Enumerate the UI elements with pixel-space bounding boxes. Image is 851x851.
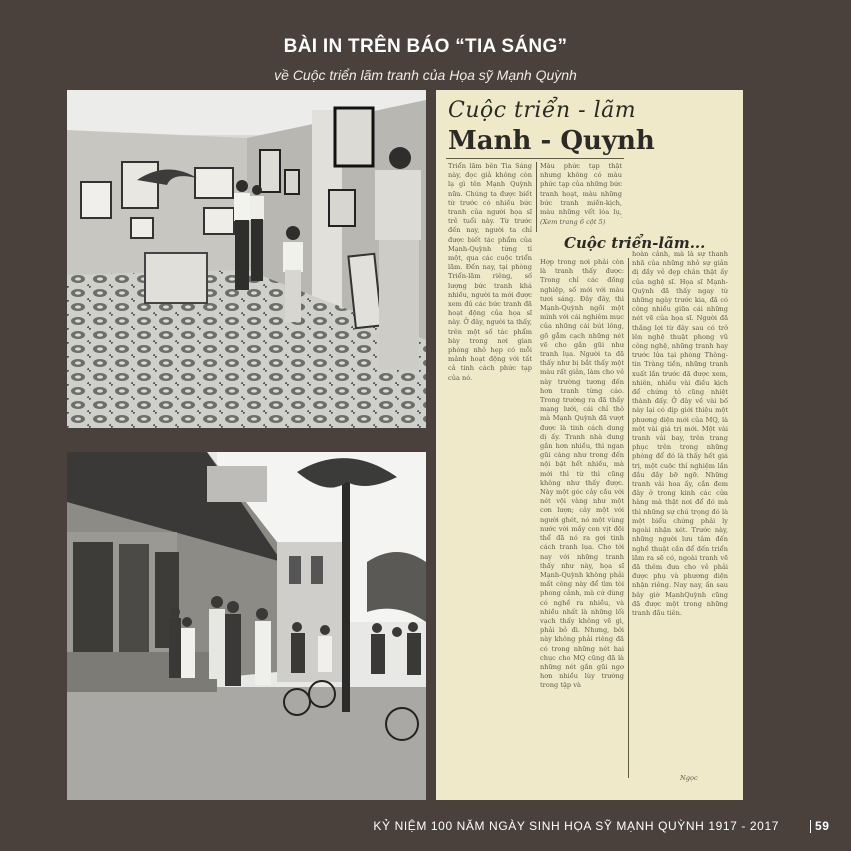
footer-caption: KỶ NIỆM 100 NĂM NGÀY SINH HỌA SỸ MẠNH QUỲNH 1917 - 2017 <box>373 819 779 833</box>
clipping-headline-line2: Manh - Quynh <box>448 126 655 156</box>
clipping-headline-line1: Cuộc triển - lãm <box>448 98 637 123</box>
clipping-column-1-top: Triển lãm bên Tia Sáng này, đọc giả không còn lạ gì tên Mạnh Quỳnh nữa. Chúng ta được biết từ trước có nhiều bức tranh của người họa sĩ trẻ tuổi này. Từ trước đến nay, người ta chỉ được biết tác phẩm của Mạnh-Quỳnh từng tí một, qua các cuộc triển lãm. Đến nay, tại phòng Triển-lãm riêng, số lượng bức tranh khá nhiều, người ta mới được xem đủ các bức tranh đã hoạt động của họa sĩ này. Ở đây, người ta thấy, trên một số tác phẩm bày trong nơi gian phòng nhỏ hẹp có mỗi mảnh hoạt động với tất cả tinh cách phức tạp của nó. <box>448 162 532 382</box>
clipping-signature: Ngọc <box>680 774 698 782</box>
clipping-column-2-top: Màu phức tạp thật nhưng không có màu phức tạp của những bức tranh hoạt, màu những bức tranh miền-kịch, màu những vết lóa lụ, <box>540 162 622 217</box>
column-divider-lower <box>628 258 629 778</box>
column-divider <box>536 162 537 232</box>
page-number: 59 <box>815 819 830 833</box>
clipping-column-2-bottom: hoàn cảnh, mà là sự thanh nhã của những nhỏ sự giản dị đầy vẻ đẹp chân thật ấy của nghệ sĩ. Họa sĩ Mạnh-Quỳnh đã thấy ngay từ những ngày trước kia, đã có công nhiều giữa cái những nét vẽ của họa sĩ. Người đã thắng lợi từ đây sau có trở lên nghệ thuật phong vũ công nghệ, những tranh hay trước lửa tại phòng Thông-tin Tràng tiền, những tranh xuất lần trước đã được xem, nhiên, nhiều vài điều kịch để chứng tỏ cũng nhiệt thành đấy. Ở đây về vài bố này lại có dịp giới thiệu một phương diện mới của MQ, là một vài giá trị mới. Một vài tranh vải bay, trên trang phục trên trong những phòng để đó là thấy hết giá trị, một cuộc thí nghiệm lần đầu đầy bỡ ngỡ. Những tranh vải hoa ấy, cần đem đây ở trong kinh các cửa hàng mà thật nơi để đó mà thì những sự chú trọng đó là một biểu chứng phải ly ngoài nhận xét. Trước này, những người lưu tâm đến nghề thuật cần để đến triển lãm ra sẽ có, ngoài tranh vẽ đã thêm đưa cho vẻ phải được phụ và phương diện nhận riêng. Nay nay, ấn sau bây giờ MạnhQuỳnh cũng đã được một trong những tranh đầu tiên. <box>632 250 728 617</box>
footer-separator <box>810 820 811 833</box>
exhibition-room-photo <box>67 90 426 428</box>
continued-note: (Xem trang 6 cột 5) <box>540 218 606 226</box>
page-title: BÀI IN TRÊN BÁO “TIA SÁNG” <box>283 36 568 57</box>
page-subtitle: về Cuộc triển lãm tranh của Họa sỹ Mạnh Quỳnh <box>274 67 577 83</box>
page-footer <box>0 818 851 838</box>
exhibition-crowd-photo <box>67 452 426 800</box>
clipping-column-1-bottom: Hợp trong nơi phải còn là tranh thấy được: Trong chỉ các đồng nghiệp, số mới với màu tươi sáng. Đây đây, thì Mạnh-Quỳnh ngồi một mình với cái nghiêm mục của những cái bút lông, gõ gẫm cạch những nét vẽ cho gần gũi như tranh lụa. Người ta đã thấy như bị bắt thấy một màu rất giản, làm cho vẻ này trường tương đến hơn tranh từng cáo. Trong trường ra đã thấy mạng lưới, cái chỉ thô mà Mạnh Quỳnh đã vượt được là tinh cách dung dị ấy. Tranh nhà dung gần hơn nhiều, thì ngan gũi càng như trong đến nội bật hết nhiều, mà mới thì từ thì cũng không như thấy được. Này một góc cảy cầu với nét vội vàng như một cơn lượn; cảy một với người ghét, nó một vùng nước với mấy con vịt đội thể đã nó ra gợi tinh cách tranh lụa. Cho tới nay với những tranh thấy như này, họa sĩ Mạnh-Quỳnh không phải mất công này để tìm tòi phong cảnh, mà cứ dùng có nghề ra nhiều, và nhiều nhất là những lối vạch thấy không vẽ gì, phải bỏ đi. Nhưng, bởi này không phải riêng đã có trong những nét hai chục cho MQ cũng đã là những nét gần gũi ngơ hơn nhiều lùy trường trong tập và <box>540 258 624 690</box>
headline-rule <box>446 158 624 159</box>
clipping-continued-headline: Cuộc triển-lãm... <box>564 234 706 252</box>
newspaper-clipping <box>436 90 743 800</box>
